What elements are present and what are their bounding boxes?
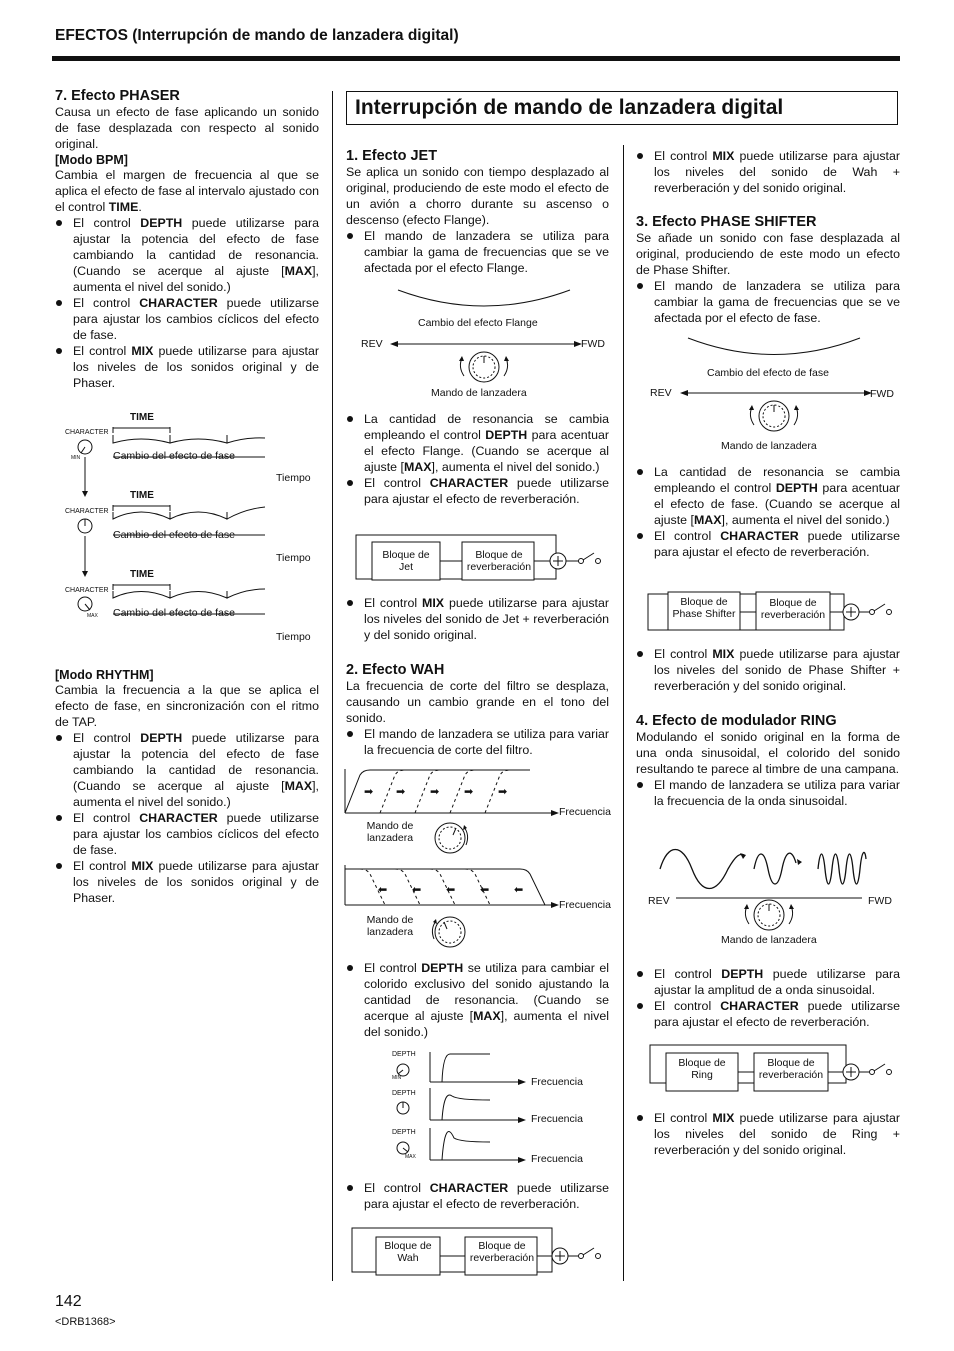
wah-depth bbox=[346, 960, 609, 1040]
ps-bullet-depth: La cantidad de resonancia se cambia empleando el control DEPTH para acentuar el efecto de fase. (Cuando se acerque al ajuste [MAX], aumenta el nivel del sonido.) bbox=[636, 464, 900, 528]
ps-wave-label: Cambio del efecto de fase bbox=[707, 367, 829, 379]
ring-bullet-mix: El control MIX puede utilizarse para ajustar los niveles del sonido de Ring + reverberación y del sonido original. bbox=[636, 1110, 900, 1158]
bpm-text: Cambia el margen de frecuencia al que se aplica el efecto de fase al intervalo ajustado con el control TIME. bbox=[55, 168, 319, 214]
rhythm-bullet-depth: El control DEPTH puede utilizarse para ajustar la potencia del efecto de fase cambiando la cantidad de resonancia. (Cuando se acerque al ajuste [MAX], aumenta el nivel del sonido.) bbox=[55, 730, 319, 810]
ps-block-diagram bbox=[648, 588, 898, 638]
svg-text:➡: ➡ bbox=[364, 785, 374, 798]
time-label-3: TIME bbox=[130, 569, 154, 580]
flange-label: Cambio del efecto Flange bbox=[418, 317, 538, 329]
wah-bullet-depth: El control DEPTH se utiliza para cambiar el colorido exclusivo del sonido ajustando la cantidad de resonancia. (Cuando se acerque al ajuste [MAX], aumenta el nivel del sonido.) bbox=[346, 960, 609, 1040]
ring-bullet-jog: El mando de lanzadera se utiliza para variar la frecuencia de la onda sinusoidal. bbox=[636, 777, 900, 809]
depth-frecuencia-1: Frecuencia bbox=[531, 1076, 583, 1088]
wave-label-1: Cambio del efecto de fase bbox=[113, 450, 235, 462]
wah-block-2: Bloque de reverberación bbox=[469, 1240, 535, 1264]
ps-bullets bbox=[636, 464, 900, 560]
header-rule bbox=[52, 56, 900, 61]
ps-fwd-label: FWD bbox=[870, 388, 894, 400]
depth-label-3: DEPTH bbox=[392, 1129, 416, 1136]
character-label-3: CHARACTER bbox=[65, 587, 109, 594]
ps-rev-label: REV bbox=[650, 387, 672, 399]
phaser-intro: Causa un efecto de fase aplicando un sonido de fase desplazada con respecto al sonido original. bbox=[55, 105, 319, 151]
svg-text:➡: ➡ bbox=[464, 785, 474, 798]
depth-frecuencia-3: Frecuencia bbox=[531, 1153, 583, 1165]
ring-figure bbox=[636, 845, 906, 955]
time-label-1: TIME bbox=[130, 412, 154, 423]
wah-intro: La frecuencia de corte del filtro se desplaza, causando un cambio grande en el tono del sonido. bbox=[346, 679, 609, 725]
left-column bbox=[55, 88, 319, 391]
right-column-top bbox=[636, 148, 900, 326]
jet-bullet-character: El control CHARACTER puede utilizarse para ajustar el efecto de reverberación. bbox=[346, 475, 609, 507]
character-label-1: CHARACTER bbox=[65, 429, 109, 436]
rhythm-section bbox=[55, 668, 319, 906]
wah-bullet-character: El control CHARACTER puede utilizarse para ajustar el efecto de reverberación. bbox=[346, 1180, 609, 1212]
jet-title: 1. Efecto JET bbox=[346, 148, 438, 164]
column-divider-1 bbox=[332, 91, 333, 1281]
wah-bullet-jog: El mando de lanzadera se utiliza para variar la frecuencia de corte del filtro. bbox=[346, 726, 609, 758]
fwd-label: FWD bbox=[581, 338, 605, 350]
mando-label-2: Mando de lanzadera bbox=[366, 914, 414, 938]
tiempo-label-1: Tiempo bbox=[276, 472, 311, 484]
jet-block-1: Bloque de Jet bbox=[382, 549, 430, 573]
ring-bullet-depth: El control DEPTH puede utilizarse para ajustar la amplitud de a onda sinusoidal. bbox=[636, 966, 900, 998]
wah-bullet-mix: El control MIX puede utilizarse para ajustar los niveles del sonido de Wah + reverberación y del sonido original. bbox=[636, 148, 900, 196]
tiempo-label-2: Tiempo bbox=[276, 552, 311, 564]
svg-text:➡: ➡ bbox=[396, 785, 406, 798]
wah-block-1: Bloque de Wah bbox=[384, 1240, 432, 1264]
svg-text:➡: ➡ bbox=[430, 785, 440, 798]
frecuencia-label-2: Frecuencia bbox=[559, 899, 611, 911]
mando-label-1: Mando de lanzadera bbox=[366, 820, 414, 844]
wah-character bbox=[346, 1180, 609, 1212]
phase-shifter-intro: Se añade un sonido con fase desplazada al original, produciendo de este modo un efecto de Phase Shifter. bbox=[636, 231, 900, 277]
ps-bullet-mix: El control MIX puede utilizarse para ajustar los niveles del sonido de Phase Shifter + reverberación y del sonido original. bbox=[636, 646, 900, 694]
depth-min: MIN bbox=[392, 1075, 402, 1081]
jet-section bbox=[346, 148, 609, 276]
jet-block-diagram bbox=[356, 533, 606, 588]
rhythm-bullet-mix: El control MIX puede utilizarse para ajustar los niveles de los sonidos original y de Phaser. bbox=[55, 858, 319, 906]
ps-ring-section bbox=[636, 646, 900, 809]
rhythm-text: Cambia la frecuencia a la que se aplica el efecto de fase, en sincronización con el ritmo de TAP. bbox=[55, 683, 319, 729]
tiempo-label-3: Tiempo bbox=[276, 631, 311, 643]
character-label-2: CHARACTER bbox=[65, 508, 109, 515]
frecuencia-label-1: Frecuencia bbox=[559, 806, 611, 818]
rhythm-title: [Modo RHYTHM] bbox=[55, 668, 154, 682]
phase-shifter-title: 3. Efecto PHASE SHIFTER bbox=[636, 214, 817, 230]
ring-mix bbox=[636, 1110, 900, 1158]
jet-bullet-jog: El mando de lanzadera se utiliza para cambiar la gama de frecuencias que se ve afectada por el efecto Flange. bbox=[346, 228, 609, 276]
page-number: 142 bbox=[55, 1293, 82, 1310]
depth-label-1: DEPTH bbox=[392, 1051, 416, 1058]
ps-block-1: Bloque de Phase Shifter bbox=[672, 596, 736, 620]
ps-bullet-character: El control CHARACTER puede utilizarse para ajustar el efecto de reverberación. bbox=[636, 528, 900, 560]
rev-label: REV bbox=[361, 338, 383, 350]
svg-text:➡: ➡ bbox=[498, 785, 508, 798]
section-header: EFECTOS (Interrupción de mando de lanzadera digital) bbox=[55, 27, 459, 44]
ps-jog-label: Mando de lanzadera bbox=[721, 440, 817, 452]
ring-bullets bbox=[636, 966, 900, 1030]
bpm-bullet-character: El control CHARACTER puede utilizarse para ajustar los cambios cíclicos del efecto de fase. bbox=[55, 295, 319, 343]
jet-figure-svg bbox=[346, 282, 616, 402]
svg-text:⬅: ⬅ bbox=[480, 883, 490, 896]
wah-figure bbox=[340, 765, 620, 955]
ps-block-2: Bloque de reverberación bbox=[760, 597, 826, 621]
wah-section bbox=[346, 662, 609, 758]
bpm-title: [Modo BPM] bbox=[55, 153, 128, 167]
depth-frecuencia-2: Frecuencia bbox=[531, 1113, 583, 1125]
page-title: Interrupción de mando de lanzadera digital bbox=[346, 91, 898, 125]
wah-depth-svg bbox=[390, 1048, 620, 1168]
bpm-bullet-depth: El control DEPTH puede utilizarse para ajustar la potencia del efecto de fase cambiando la cantidad de resonancia. (Cuando se acerque al ajuste [MAX], aumenta el nivel del sonido.) bbox=[55, 215, 319, 295]
jet-intro: Se aplica un sonido con tiempo desplazado al original, produciendo de este modo el efecto de un avión a chorro durante su ascenso o descenso (efecto Flange). bbox=[346, 165, 609, 227]
min-label: MIN bbox=[71, 455, 81, 461]
ring-block-1: Bloque de Ring bbox=[678, 1057, 726, 1081]
jet-bullets bbox=[346, 411, 609, 507]
wah-block-diagram bbox=[352, 1226, 607, 1281]
svg-text:⬅: ⬅ bbox=[412, 883, 422, 896]
ring-intro: Modulando el sonido original en la forma de una onda sinusoidal, el colorido del sonido resultando te parece al timbre de una campana. bbox=[636, 730, 900, 776]
ring-block-2: Bloque de reverberación bbox=[758, 1057, 824, 1081]
rhythm-bullet-character: El control CHARACTER puede utilizarse para ajustar los cambios cíclicos del efecto de fase. bbox=[55, 810, 319, 858]
column-divider-2 bbox=[623, 145, 624, 1281]
jog-label: Mando de lanzadera bbox=[431, 387, 527, 399]
depth-label-2: DEPTH bbox=[392, 1090, 416, 1097]
ring-jog-label: Mando de lanzadera bbox=[721, 934, 817, 946]
wave-label-3: Cambio del efecto de fase bbox=[113, 607, 235, 619]
bpm-bullet-mix: El control MIX puede utilizarse para ajustar los niveles de los sonidos original y de Phaser. bbox=[55, 343, 319, 391]
jet-bullet-mix: El control MIX puede utilizarse para ajustar los niveles del sonido de Jet + reverberación y del sonido original. bbox=[346, 595, 609, 643]
ring-bullet-character: El control CHARACTER puede utilizarse para ajustar el efecto de reverberación. bbox=[636, 998, 900, 1030]
svg-text:⬅: ⬅ bbox=[378, 883, 388, 896]
phaser-time-figure bbox=[55, 405, 325, 655]
svg-text:⬅: ⬅ bbox=[514, 883, 524, 896]
phaser-title: 7. Efecto PHASER bbox=[55, 88, 180, 104]
ring-rev-label: REV bbox=[648, 895, 670, 907]
jet-mix bbox=[346, 595, 609, 643]
wah-depth-figure bbox=[390, 1048, 620, 1168]
jet-bullet-depth: La cantidad de resonancia se cambia empleando el control DEPTH para acentuar el efecto Flange. (Cuando se acerque al ajuste [MAX], aumenta el nivel del sonido.) bbox=[346, 411, 609, 475]
phase-shifter-figure bbox=[636, 333, 906, 458]
wave-label-2: Cambio del efecto de fase bbox=[113, 529, 235, 541]
document-code: <DRB1368> bbox=[55, 1316, 116, 1328]
ring-fwd-label: FWD bbox=[868, 895, 892, 907]
jet-block-2: Bloque de reverberación bbox=[466, 549, 532, 573]
time-label-2: TIME bbox=[130, 490, 154, 501]
jet-figure bbox=[346, 282, 616, 402]
svg-text:⬅: ⬅ bbox=[446, 883, 456, 896]
ring-title: 4. Efecto de modulador RING bbox=[636, 713, 837, 729]
ring-block-diagram bbox=[650, 1043, 900, 1093]
wah-title: 2. Efecto WAH bbox=[346, 662, 445, 678]
max-label: MAX bbox=[87, 613, 98, 619]
phase-shifter-bullet-jog: El mando de lanzadera se utiliza para cambiar la gama de frecuencias que se ve afectada por el efecto de fase. bbox=[636, 278, 900, 326]
depth-max: MAX bbox=[405, 1154, 416, 1160]
